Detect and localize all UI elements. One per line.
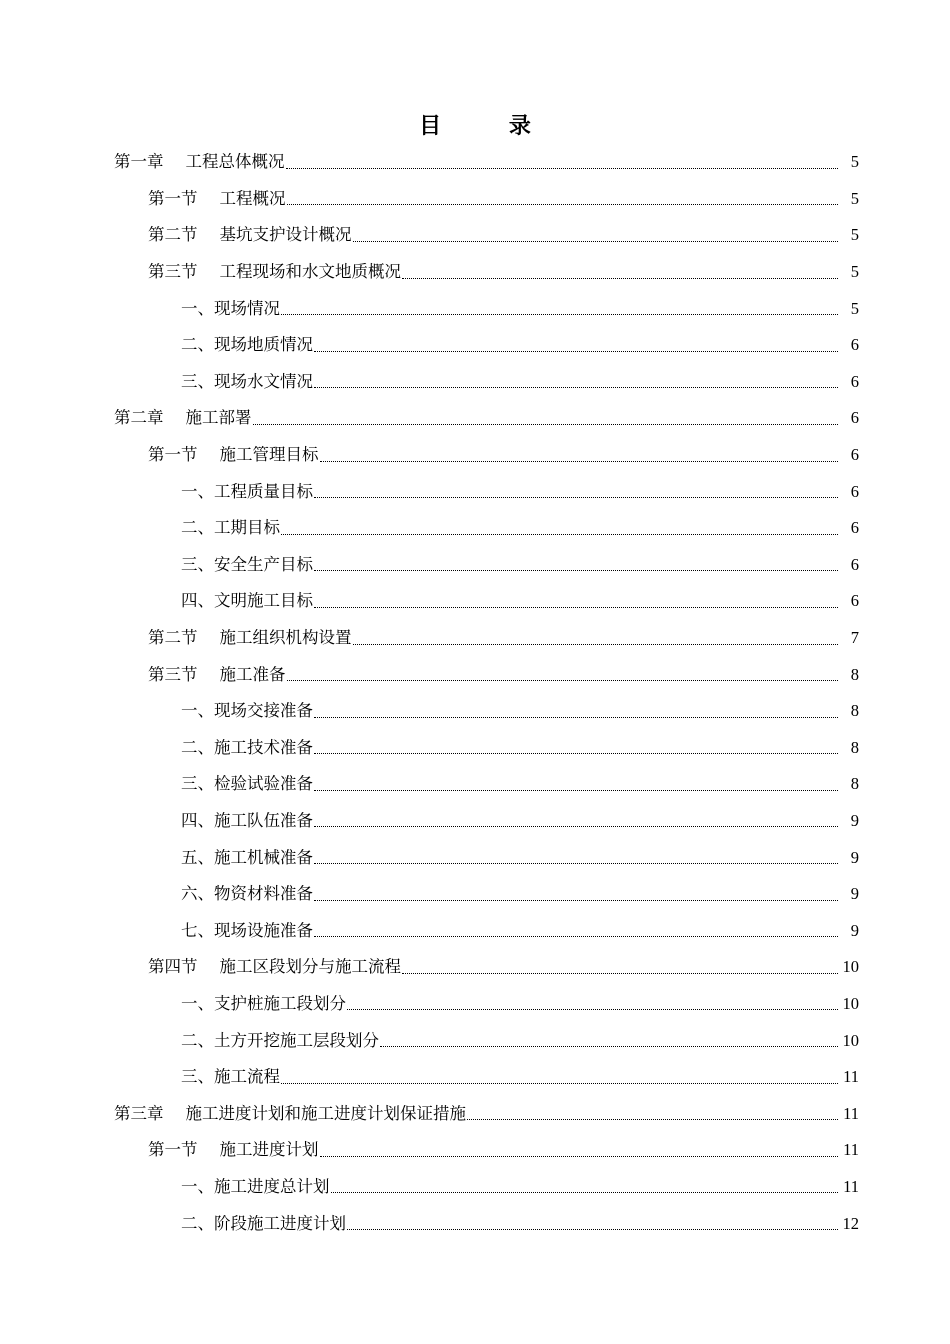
toc-entry-number: 第四节 xyxy=(148,957,198,977)
toc-entry-number: 五、 xyxy=(181,847,214,867)
toc-page-number: 11 xyxy=(843,1176,859,1196)
toc-entry[interactable] xyxy=(0,1095,950,1132)
toc-page-number: 5 xyxy=(850,152,859,172)
toc-dot-leader xyxy=(380,1046,838,1047)
toc-entry[interactable] xyxy=(0,400,950,437)
toc-entry-label xyxy=(181,738,313,758)
toc-entry-text: 阶段施工进度计划 xyxy=(214,1213,346,1233)
toc-dot-leader xyxy=(287,680,839,681)
toc-page-number: 6 xyxy=(850,335,859,355)
toc-entry[interactable] xyxy=(0,620,950,657)
toc-page-number: 6 xyxy=(850,371,859,391)
toc-entry[interactable] xyxy=(0,1022,950,1059)
toc-entry-text: 施工流程 xyxy=(214,1067,280,1087)
toc-dot-leader xyxy=(402,973,838,974)
toc-entry-label xyxy=(181,701,313,721)
toc-entry-label xyxy=(181,335,313,355)
toc-dot-leader xyxy=(314,936,838,937)
toc-entry-text: 检验试验准备 xyxy=(214,774,313,794)
toc-entry-number: 三、 xyxy=(181,371,214,391)
toc-entry-text: 施工进度总计划 xyxy=(214,1176,330,1196)
toc-entry-text: 安全生产目标 xyxy=(214,554,313,574)
toc-entry[interactable] xyxy=(0,1132,950,1169)
toc-entry-number: 一、 xyxy=(181,298,214,318)
toc-entry-label xyxy=(148,262,401,282)
toc-page-number: 6 xyxy=(850,591,859,611)
toc-entry[interactable] xyxy=(0,181,950,218)
toc-entry-text: 土方开挖施工层段划分 xyxy=(214,1030,379,1050)
toc-entry-text: 施工部署 xyxy=(185,408,252,428)
toc-dot-leader xyxy=(281,314,838,315)
toc-entry-label xyxy=(114,152,285,172)
toc-entry-number: 二、 xyxy=(181,518,214,538)
toc-dot-leader xyxy=(402,278,838,279)
toc-page-number: 5 xyxy=(850,298,859,318)
toc-dot-leader xyxy=(314,570,838,571)
toc-entry-number: 第一节 xyxy=(148,188,198,208)
toc-entry[interactable] xyxy=(0,290,950,327)
toc-entry-number: 第二节 xyxy=(148,628,198,648)
toc-entry-number: 一、 xyxy=(181,1176,214,1196)
toc-dot-leader xyxy=(314,497,838,498)
toc-dot-leader xyxy=(331,1192,839,1193)
toc-entry[interactable] xyxy=(0,1169,950,1206)
toc-entry[interactable] xyxy=(0,437,950,474)
toc-dot-leader xyxy=(286,168,839,169)
toc-page-number: 6 xyxy=(850,445,859,465)
toc-entry-label xyxy=(148,225,352,245)
toc-entry-label xyxy=(148,957,401,977)
toc-entry[interactable] xyxy=(0,510,950,547)
toc-entry[interactable] xyxy=(0,217,950,254)
toc-page-number: 9 xyxy=(850,884,859,904)
toc-dot-leader xyxy=(314,387,838,388)
toc-entry[interactable] xyxy=(0,547,950,584)
toc-page-number: 8 xyxy=(850,701,859,721)
toc-entry-text: 工期目标 xyxy=(214,518,280,538)
toc-entry-label xyxy=(148,1140,319,1160)
toc-entry-label xyxy=(181,372,313,392)
toc-page-number: 10 xyxy=(842,957,859,977)
toc-page-number: 9 xyxy=(850,810,859,830)
toc-entry-number: 第二章 xyxy=(114,408,164,428)
toc-dot-leader xyxy=(314,717,838,718)
toc-entry-label xyxy=(181,921,313,941)
toc-entry-number: 第三节 xyxy=(148,262,198,282)
toc-entry-number: 四、 xyxy=(181,810,214,830)
toc-entry[interactable] xyxy=(0,656,950,693)
toc-dot-leader xyxy=(320,1156,839,1157)
toc-entry-label xyxy=(181,1067,280,1087)
toc-page-number: 11 xyxy=(843,1103,859,1123)
toc-entry-label xyxy=(181,774,313,794)
toc-entry-text: 施工队伍准备 xyxy=(214,810,313,830)
toc-page-number: 5 xyxy=(850,225,859,245)
toc-entry-number: 三、 xyxy=(181,554,214,574)
toc-entry-label xyxy=(181,482,313,502)
toc-entry-number: 三、 xyxy=(181,774,214,794)
toc-entry-label xyxy=(181,994,346,1014)
toc-dot-leader xyxy=(320,461,839,462)
toc-page-number: 5 xyxy=(850,188,859,208)
toc-entry-text: 工程现场和水文地质概况 xyxy=(219,262,401,282)
toc-entry-text: 施工组织机构设置 xyxy=(219,628,352,648)
toc-entry[interactable] xyxy=(0,327,950,364)
toc-entry[interactable] xyxy=(0,144,950,181)
toc-page-number: 6 xyxy=(850,554,859,574)
toc-entry-text: 施工进度计划和施工进度计划保证措施 xyxy=(185,1103,466,1123)
toc-page-number: 8 xyxy=(850,737,859,757)
toc-dot-leader xyxy=(287,204,839,205)
toc-entry-text: 施工技术准备 xyxy=(214,737,313,757)
toc-dot-leader xyxy=(314,607,838,608)
toc-entry-label xyxy=(181,1031,379,1051)
toc-entry[interactable] xyxy=(0,912,950,949)
toc-entry-text: 工程概况 xyxy=(219,188,286,208)
toc-entry-text: 物资材料准备 xyxy=(214,884,313,904)
toc-page-number: 11 xyxy=(843,1067,859,1087)
toc-entry[interactable] xyxy=(0,949,950,986)
toc-entry-text: 现场水文情况 xyxy=(214,371,313,391)
toc-entry[interactable] xyxy=(0,839,950,876)
toc-entry[interactable] xyxy=(0,1205,950,1242)
toc-page-number: 8 xyxy=(850,774,859,794)
toc-entry[interactable] xyxy=(0,583,950,620)
toc-entry-label xyxy=(181,884,313,904)
toc-entry-label xyxy=(181,848,313,868)
toc-entry-text: 现场地质情况 xyxy=(214,335,313,355)
toc-entry-text: 工程总体概况 xyxy=(185,152,285,172)
toc-page-number: 9 xyxy=(850,920,859,940)
toc-page-number: 6 xyxy=(850,408,859,428)
toc-entry[interactable] xyxy=(0,364,950,401)
toc-title: 目 录 xyxy=(419,113,561,139)
toc-entry-number: 二、 xyxy=(181,1030,214,1050)
toc-entry[interactable] xyxy=(0,803,950,840)
toc-dot-leader xyxy=(467,1119,838,1120)
toc-entry-label xyxy=(148,189,286,209)
toc-entry-number: 第一章 xyxy=(114,152,164,172)
toc-entry-label xyxy=(181,591,313,611)
toc-entry-label xyxy=(114,408,252,428)
toc-entry[interactable] xyxy=(0,254,950,291)
toc-entry-text: 施工机械准备 xyxy=(214,847,313,867)
toc-entry-number: 一、 xyxy=(181,481,214,501)
toc-entry[interactable] xyxy=(0,766,950,803)
toc-entry-label xyxy=(148,665,286,685)
toc-entry-number: 七、 xyxy=(181,920,214,940)
toc-entry-text: 施工进度计划 xyxy=(219,1140,319,1160)
toc-entry[interactable] xyxy=(0,876,950,913)
toc-entry-label xyxy=(181,1177,330,1197)
toc-dot-leader xyxy=(353,644,839,645)
toc-entry-text: 现场交接准备 xyxy=(214,701,313,721)
toc-dot-leader xyxy=(347,1229,838,1230)
toc-entry-text: 施工准备 xyxy=(219,664,286,684)
toc-dot-leader xyxy=(314,900,838,901)
toc-entry-number: 二、 xyxy=(181,1213,214,1233)
toc-dot-leader xyxy=(314,790,838,791)
toc-entry-label xyxy=(148,628,352,648)
toc-entry[interactable] xyxy=(0,986,950,1023)
toc-page-number: 6 xyxy=(850,518,859,538)
toc-entry-text: 支护桩施工段划分 xyxy=(214,993,346,1013)
toc-dot-leader xyxy=(353,241,839,242)
toc-dot-leader xyxy=(281,534,838,535)
toc-page-number: 9 xyxy=(850,847,859,867)
toc-dot-leader xyxy=(314,863,838,864)
toc-entry-label xyxy=(181,811,313,831)
toc-dot-leader xyxy=(314,351,838,352)
toc-dot-leader xyxy=(314,826,838,827)
toc-entry-text: 现场设施准备 xyxy=(214,920,313,940)
toc-page-number: 11 xyxy=(843,1140,859,1160)
toc-entry[interactable] xyxy=(0,730,950,767)
toc-page-number: 7 xyxy=(850,628,859,648)
toc-dot-leader xyxy=(253,424,839,425)
toc-entry-text: 工程质量目标 xyxy=(214,481,313,501)
toc-dot-leader xyxy=(281,1083,838,1084)
toc-entry-label xyxy=(114,1104,466,1124)
toc-page-number: 6 xyxy=(850,481,859,501)
toc-entry-text: 施工区段划分与施工流程 xyxy=(219,957,401,977)
toc-entry-label xyxy=(181,518,280,538)
toc-entry-number: 第一节 xyxy=(148,1140,198,1160)
toc-entry[interactable] xyxy=(0,1059,950,1096)
toc-list xyxy=(0,144,950,1242)
toc-entry-number: 二、 xyxy=(181,737,214,757)
toc-page-number: 8 xyxy=(850,664,859,684)
toc-entry-label xyxy=(148,445,319,465)
toc-entry-text: 现场情况 xyxy=(214,298,280,318)
toc-entry-number: 第一节 xyxy=(148,445,198,465)
toc-dot-leader xyxy=(314,753,838,754)
toc-entry-text: 施工管理目标 xyxy=(219,445,319,465)
toc-page-number: 5 xyxy=(850,262,859,282)
toc-entry-text: 基坑支护设计概况 xyxy=(219,225,352,245)
toc-page-number: 10 xyxy=(842,993,859,1013)
toc-entry-number: 六、 xyxy=(181,884,214,904)
toc-page-number: 12 xyxy=(842,1213,859,1233)
toc-dot-leader xyxy=(347,1009,838,1010)
toc-page-number: 10 xyxy=(842,1030,859,1050)
toc-entry-number: 二、 xyxy=(181,335,214,355)
toc-entry-number: 四、 xyxy=(181,591,214,611)
toc-entry-label xyxy=(181,1214,346,1234)
toc-entry[interactable] xyxy=(0,693,950,730)
toc-entry-label xyxy=(181,555,313,575)
toc-entry-number: 第二节 xyxy=(148,225,198,245)
toc-entry-number: 三、 xyxy=(181,1067,214,1087)
toc-entry-label xyxy=(181,299,280,319)
toc-entry[interactable] xyxy=(0,473,950,510)
toc-entry-number: 第三章 xyxy=(114,1103,164,1123)
toc-entry-number: 一、 xyxy=(181,701,214,721)
toc-entry-number: 第三节 xyxy=(148,664,198,684)
toc-entry-number: 一、 xyxy=(181,993,214,1013)
toc-entry-text: 文明施工目标 xyxy=(214,591,313,611)
